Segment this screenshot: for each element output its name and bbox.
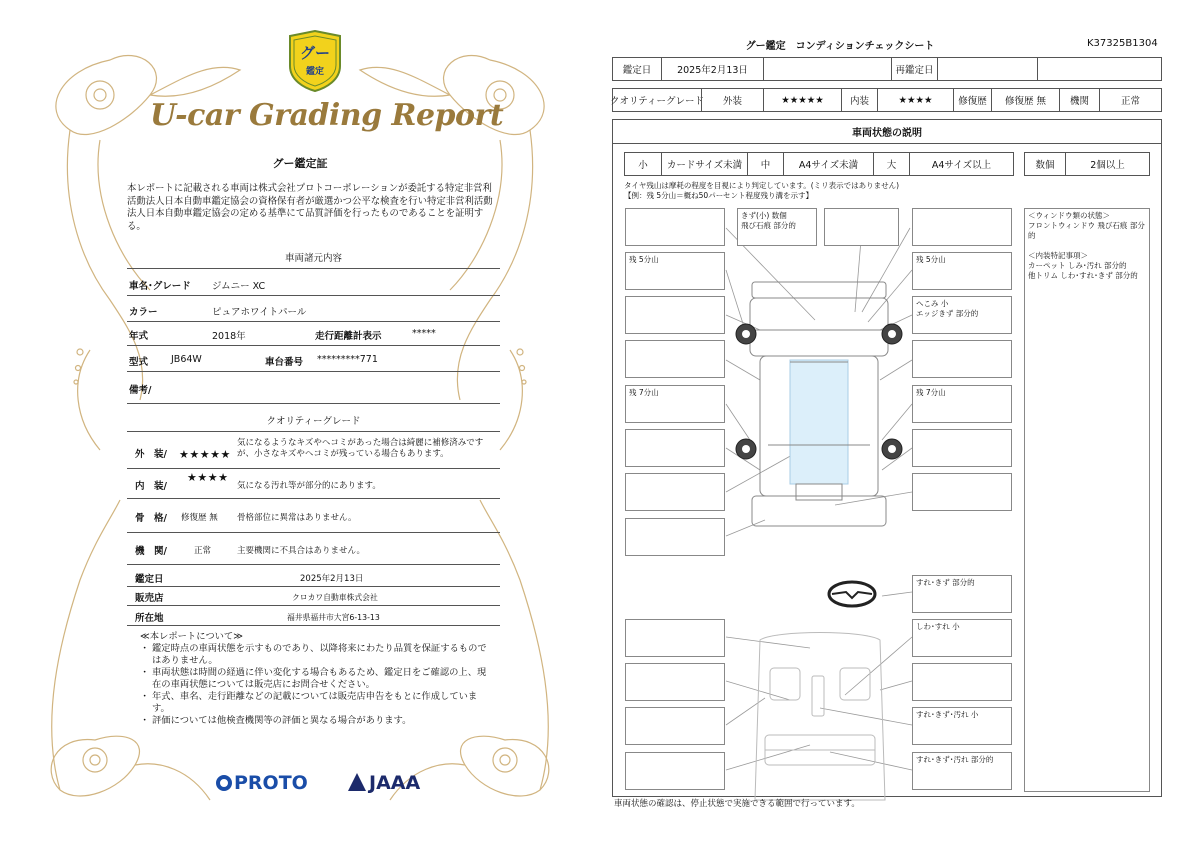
frame-label: 骨 格/ bbox=[135, 513, 167, 524]
frame-value: 修復歴 無 bbox=[181, 513, 218, 523]
size-large: 大 bbox=[873, 153, 909, 175]
address-label: 所在地 bbox=[135, 613, 164, 624]
spec-section-title: 車両諸元内容 bbox=[284, 253, 342, 264]
address-value: 福井県福井市大宮6-13-13 bbox=[287, 613, 380, 622]
note-box bbox=[912, 429, 1012, 467]
notes-heading: ≪本レポートについて≫ bbox=[140, 631, 243, 642]
certificate-heading: グー鑑定証 bbox=[272, 157, 328, 170]
tire-note: タイヤ残山は摩耗の程度を目視により判定しています。(ミリ表示ではありません) bbox=[624, 181, 900, 190]
date-label: 鑑定日 bbox=[135, 574, 164, 585]
note-item: ・ 年式、車名、走行距離などの記載については販売店申告をもとに作成しています。 bbox=[140, 691, 478, 714]
note-box bbox=[625, 429, 725, 467]
note-box bbox=[912, 473, 1012, 511]
note-box bbox=[912, 663, 1012, 701]
note-box bbox=[625, 707, 725, 745]
exterior-label: 外 装/ bbox=[135, 449, 167, 460]
note-box-seat-rear: すれ･きず･汚れ 小 bbox=[912, 707, 1012, 745]
note-box-roof: きず(小) 数個 飛び石痕 部分的 bbox=[737, 208, 817, 246]
sheet-title: グー鑑定 コンディションチェックシート bbox=[745, 41, 935, 52]
spec-row-model bbox=[127, 346, 500, 372]
color-label: カラー bbox=[129, 307, 158, 318]
spec-row-remarks bbox=[127, 372, 500, 404]
exterior-stars: ★★★★★ bbox=[179, 448, 231, 461]
note-box-rear-left-tire: 残 7分山 bbox=[625, 385, 725, 423]
sheet-footnote: 車両状態の確認は、停止状態で実施できる範囲で行っています。 bbox=[614, 799, 860, 809]
info-row-address bbox=[127, 606, 500, 626]
redate-label: 再鑑定日 bbox=[891, 58, 937, 80]
shop-value: クロカワ自動車株式会社 bbox=[292, 593, 378, 602]
note-box-front-left-tire: 残 5分山 bbox=[625, 252, 725, 290]
note-box-rear-right-tire: 残 7分山 bbox=[912, 385, 1012, 423]
condition-check-sheet bbox=[600, 0, 1200, 848]
note-box-right-front: へこみ 小 エッジきず 部分的 bbox=[912, 296, 1012, 334]
exterior-desc: 気になるようなキズやヘコミがあった場合は綺麗に補修済みですが、小さなキズやヘコミが残っている場合もあります。 bbox=[237, 438, 484, 459]
model-value: JB64W bbox=[171, 354, 202, 365]
name-label: 車名･グレード bbox=[129, 281, 191, 292]
ext-stars: ★★★★★ bbox=[763, 89, 841, 111]
diagram-title: 車両状態の説明 bbox=[613, 120, 1161, 144]
size-mid-desc: A4サイズ未満 bbox=[783, 153, 873, 175]
engine-label: 機関 bbox=[1059, 89, 1099, 111]
tire-note-example: 【例：残 5分山＝概ね50パーセント程度残り溝を示す】 bbox=[624, 191, 814, 200]
engine-value: 正常 bbox=[194, 546, 212, 556]
count-label: 数個 bbox=[1035, 160, 1055, 171]
note-box bbox=[625, 619, 725, 657]
name-value: ジムニー XC bbox=[212, 281, 266, 292]
note-box bbox=[625, 208, 725, 246]
grade-row-engine bbox=[127, 533, 500, 565]
note-box-steering: すれ･きず 部分的 bbox=[912, 575, 1012, 613]
engine-desc: 主要機関に不具合はありません。 bbox=[237, 546, 366, 556]
size-large-desc: A4サイズ以上 bbox=[909, 153, 1013, 175]
info-row-shop bbox=[127, 587, 500, 606]
note-box bbox=[625, 296, 725, 334]
note-item: ・ 評価については他検査機関等の評価と異なる場合があります。 bbox=[140, 715, 412, 726]
jaaa-logo: JAAA bbox=[348, 772, 420, 794]
goo-kantei-logo bbox=[286, 30, 344, 92]
chassis-value: *********771 bbox=[317, 354, 378, 365]
chassis-label: 車台番号 bbox=[265, 357, 304, 368]
note-box bbox=[625, 518, 725, 556]
note-item: ・ 車両状態は時間の経過に伴い変化する場合もあるため、鑑定日をご確認の上、現在の車両状態については販売店にお問合せください。 bbox=[140, 667, 487, 690]
note-box bbox=[625, 752, 725, 790]
sheet-date-label: 鑑定日 bbox=[622, 65, 652, 76]
note-box bbox=[912, 208, 1012, 246]
frame-desc: 骨格部位に異常はありません。 bbox=[237, 513, 357, 523]
quality-label: クオリティーグレード bbox=[609, 96, 705, 107]
sheet-id: K37325B1304 bbox=[1087, 38, 1158, 49]
grade-section-title: クオリティーグレード bbox=[266, 416, 361, 427]
logo-text-top: グー bbox=[299, 44, 330, 62]
note-item: ・ 鑑定時点の車両状態を示すものであり、以降将来にわたり品質を保証するものではありません。 bbox=[140, 643, 487, 666]
note-box-floor: すれ･きず･汚れ 部分的 bbox=[912, 752, 1012, 790]
special-notes-box: ＜ウィンドウ類の状態＞ フロントウィンドウ 飛び石痕 部分的 ＜内装特記事項＞ カーペット しみ･汚れ 部分的 他トリム しわ･すれ･きず 部分的 bbox=[1024, 208, 1150, 792]
size-mid: 中 bbox=[747, 153, 783, 175]
int-label: 内装 bbox=[841, 89, 877, 111]
ext-label: 外装 bbox=[701, 89, 763, 111]
note-box bbox=[912, 340, 1012, 378]
note-box-front-right-tire: 残 5分山 bbox=[912, 252, 1012, 290]
remarks-label: 備考/ bbox=[129, 385, 152, 396]
proto-logo: PROTO bbox=[216, 772, 308, 794]
model-label: 型式 bbox=[129, 357, 149, 368]
proto-mark-icon bbox=[216, 775, 232, 791]
count-desc: 2個以上 bbox=[1065, 153, 1149, 175]
engine-label: 機 関/ bbox=[135, 546, 167, 557]
certificate-text: 本レポートに記載される車両は株式会社プロトコーポレーションが委託する特定非営利活動法人日本自動車鑑定協会の資格保有者が厳選かつ公平な検査を行い特定非営利活動法人日本自動車鑑定協会の定める基準にて品質評価を行ったものであることを証明する。 bbox=[127, 183, 493, 232]
repair-label: 修復歴 bbox=[953, 89, 991, 111]
report-notes bbox=[140, 631, 490, 727]
spec-row-name bbox=[127, 270, 500, 296]
note-box bbox=[625, 473, 725, 511]
color-value: ピュアホワイトパール bbox=[212, 307, 307, 318]
note-box bbox=[625, 340, 725, 378]
spec-row-color bbox=[127, 296, 500, 322]
shop-label: 販売店 bbox=[135, 593, 164, 604]
year-label: 年式 bbox=[129, 331, 149, 342]
note-box bbox=[824, 208, 899, 246]
size-small-desc: カードサイズ未満 bbox=[661, 153, 747, 175]
grade-row-interior bbox=[127, 469, 500, 499]
interior-label: 内 装/ bbox=[135, 481, 167, 492]
engine-value: 正常 bbox=[1099, 89, 1161, 111]
jaaa-mark-icon bbox=[348, 773, 366, 791]
spec-row-year bbox=[127, 322, 500, 346]
int-stars: ★★★★ bbox=[877, 89, 953, 111]
repair-value: 修復歴 無 bbox=[991, 89, 1059, 111]
info-row-date bbox=[127, 567, 500, 587]
interior-desc: 気になる汚れ等が部分的にあります。 bbox=[237, 481, 381, 491]
note-box bbox=[625, 663, 725, 701]
mileage-label: 走行距離計表示 bbox=[315, 331, 382, 342]
size-small: 小 bbox=[638, 160, 648, 171]
sheet-date-value: 2025年2月13日 bbox=[661, 58, 763, 80]
mileage-value: ***** bbox=[412, 328, 436, 339]
note-box-seat-front: しわ･すれ 小 bbox=[912, 619, 1012, 657]
report-title: U-car Grading Report bbox=[150, 98, 504, 133]
date-value: 2025年2月13日 bbox=[300, 574, 364, 584]
grade-row-exterior bbox=[127, 433, 500, 469]
interior-stars: ★★★★ bbox=[187, 471, 229, 484]
year-value: 2018年 bbox=[212, 331, 246, 342]
logo-text-bottom: 鑑定 bbox=[305, 67, 324, 77]
grade-row-frame bbox=[127, 499, 500, 533]
